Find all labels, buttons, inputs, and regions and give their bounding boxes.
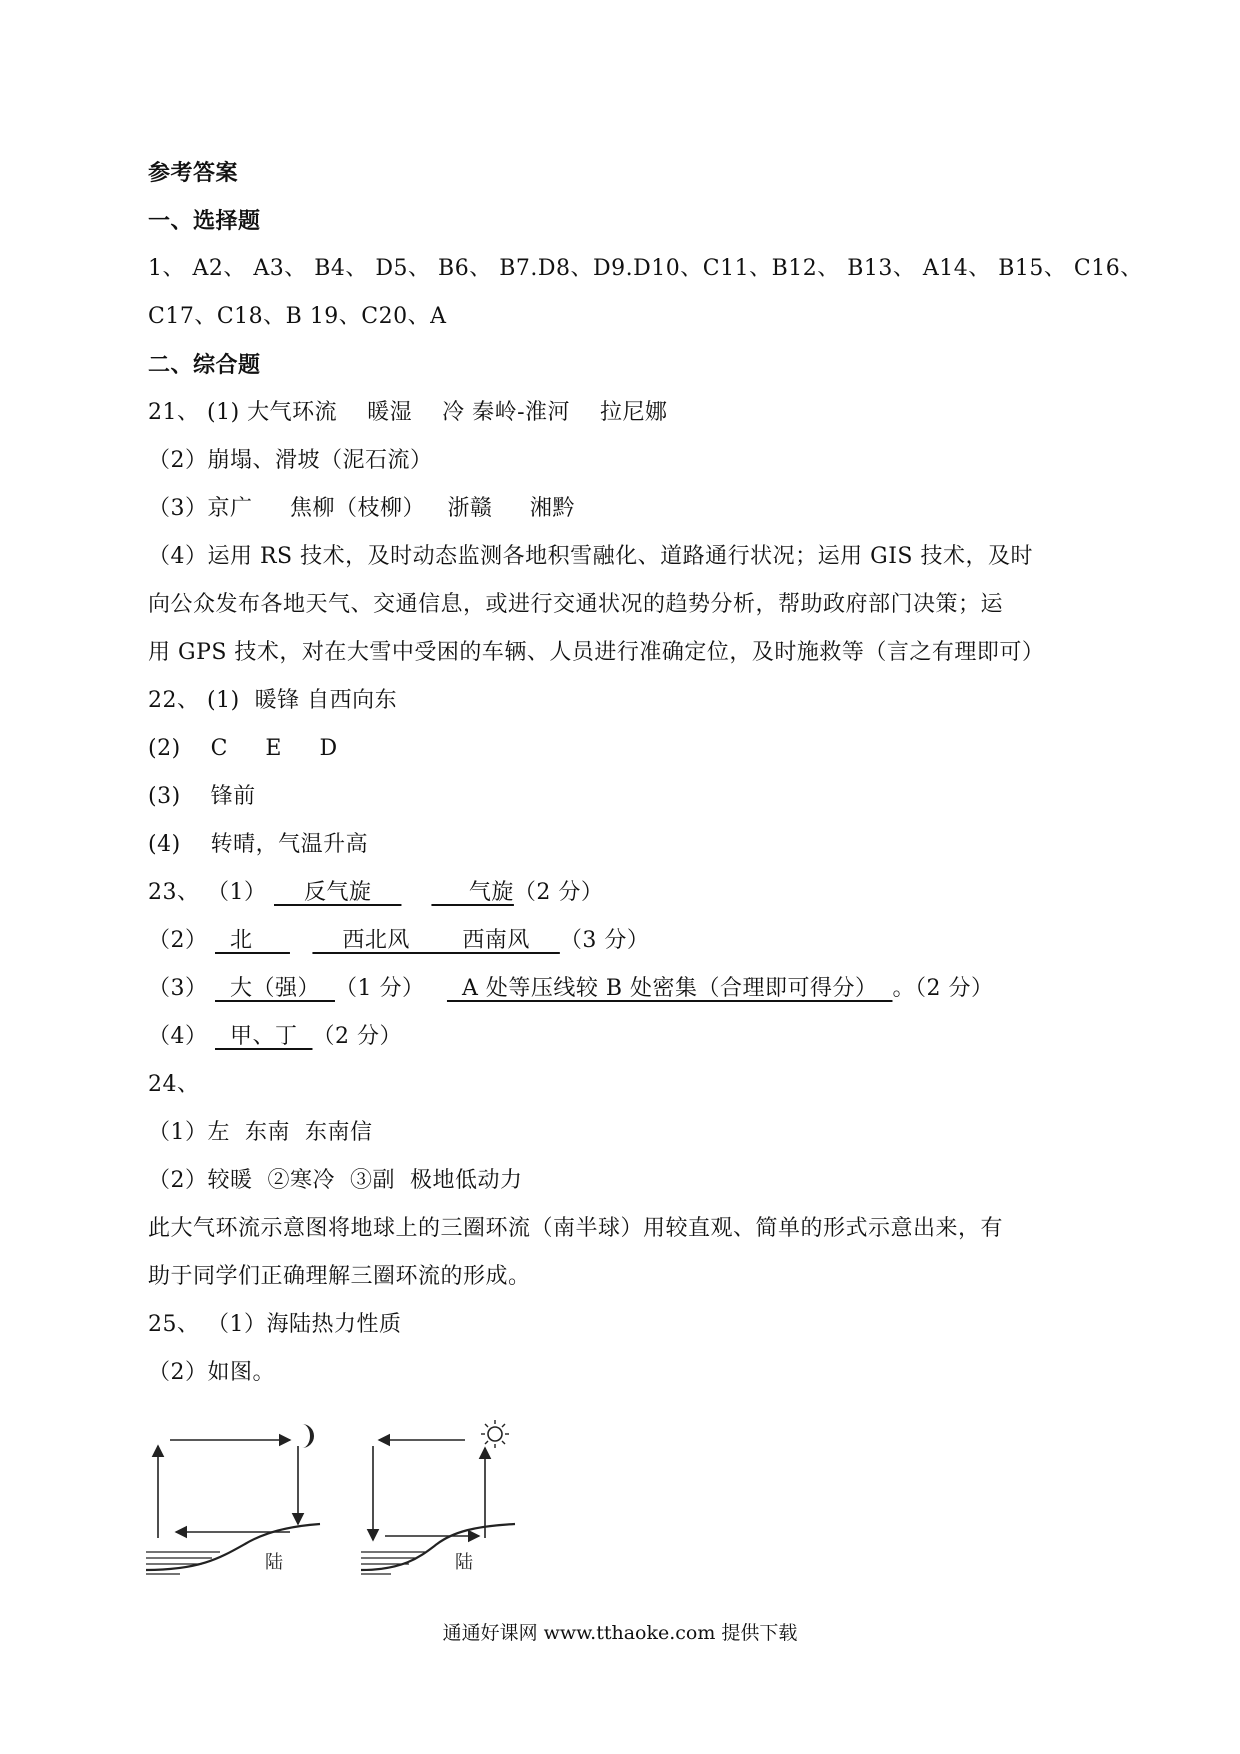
q23-part2-answer-a: 北	[215, 928, 290, 953]
q23-part2	[148, 926, 649, 956]
q23-part2-answer-b: 西北风 西南风	[312, 928, 560, 953]
q23-part3-answer-a: 大（强）	[215, 976, 335, 1001]
q21-part1: 21、 (1) 大气环流 暖湿 冷 秦岭-淮河 拉尼娜	[148, 400, 668, 425]
section-comprehensive: 二、综合题	[148, 352, 261, 378]
q21-part3: （3）京广 焦柳（枝柳） 浙赣 湘黔	[148, 496, 575, 521]
q22-part4: (4) 转晴，气温升高	[148, 832, 369, 857]
q23-part1-score: （2 分）	[513, 880, 604, 905]
q23-part3-answer-b: A 处等压线较 B 处密集（合理即可得分）	[446, 976, 893, 1001]
q23-part4-answer: 甲、丁	[215, 1024, 313, 1049]
sun-icon	[481, 1420, 509, 1448]
q23-part1	[148, 878, 603, 908]
q21-part2: （2）崩塌、滑坡（泥石流）	[148, 448, 433, 473]
q21-part4-line3: 用 GPS 技术，对在大雪中受困的车辆、人员进行准确定位，及时施救等（言之有理即可）	[148, 640, 1045, 665]
q21-part4-line2: 向公众发布各地天气、交通信息，或进行交通状况的趋势分析，帮助政府部门决策；运	[148, 592, 1004, 617]
q23-part2-prefix: （2）	[148, 928, 208, 953]
q23-part1-answer-b: 气旋	[431, 880, 514, 905]
q23-part2-score: （3 分）	[559, 928, 650, 953]
q22-part1: 22、 (1) 暖锋 自西向东	[148, 688, 398, 713]
q25-part1: 25、 （1）海陆热力性质	[148, 1312, 402, 1337]
q24-heading: 24、	[148, 1072, 200, 1097]
q23-part4-prefix: （4）	[148, 1024, 208, 1049]
sea-land-breeze-day-figure	[355, 1420, 555, 1580]
q23-part1-prefix: 23、 （1）	[148, 880, 267, 905]
q23-part3-score-b: 。（2 分）	[892, 976, 994, 1001]
q24-note-line2: 助于同学们正确理解三圈环流的形成。	[148, 1264, 531, 1289]
answer-heading: 参考答案	[148, 160, 239, 186]
moon-icon	[302, 1424, 314, 1448]
land-label-day: 陆	[455, 1552, 473, 1573]
q22-part2: (2) C E D	[148, 736, 338, 761]
q21-part4-line1: （4）运用 RS 技术，及时动态监测各地积雪融化、道路通行状况；运用 GIS 技术，及时	[148, 544, 1033, 569]
sea-land-breeze-night-figure	[140, 1420, 340, 1580]
mc-answers-line-1: 1、 A2、 A3、 B4、 D5、 B6、 B7.D8、D9.D10、C11、B12、 B13、 A14、 B15、 C16、	[148, 256, 1143, 281]
q23-part3-score-a: （1 分）	[334, 976, 447, 1001]
q24-part2: （2）较暖 ②寒冷 ③副 极地低动力	[148, 1168, 523, 1193]
q23-part4	[148, 1022, 402, 1052]
q24-part1: （1）左 东南 东南信	[148, 1120, 373, 1145]
q23-part4-score: （2 分）	[312, 1024, 402, 1049]
q25-part2: （2）如图。	[148, 1360, 275, 1385]
page-footer: 通通好课网 www.tthaoke.com 提供下载	[442, 1622, 798, 1644]
mc-answers-line-2: C17、C18、B 19、C20、A	[148, 304, 447, 329]
q23-part3	[148, 974, 993, 1004]
q23-part3-prefix: （3）	[148, 976, 208, 1001]
section-multiple-choice: 一、选择题	[148, 208, 261, 234]
q22-part3: (3) 锋前	[148, 784, 256, 809]
land-label-night: 陆	[265, 1552, 283, 1573]
q24-note-line1: 此大气环流示意图将地球上的三圈环流（南半球）用较直观、简单的形式示意出来，有	[148, 1216, 1004, 1241]
q23-part1-answer-a: 反气旋	[274, 880, 402, 905]
